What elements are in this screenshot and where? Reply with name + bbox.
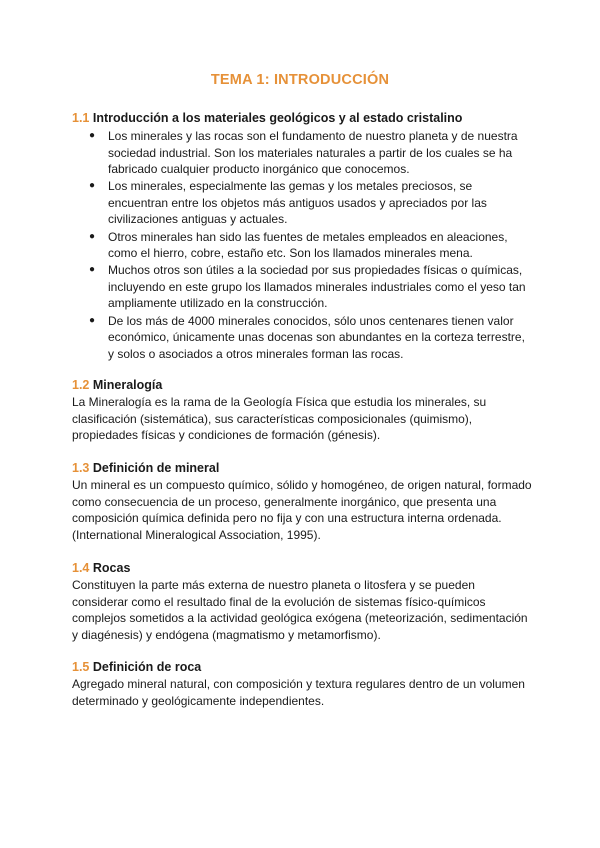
list-item (72, 262, 532, 312)
section-text: Constituyen la parte más externa de nuestro planeta o litosfera y se pueden considerar como el resultado final de la evolución de sistemas físico-químicos complejos sometidos a la actividad geológica exógena (meteorización, sedimentación y diagénesis) y endógena (magmatismo y metamorfismo). (72, 578, 528, 642)
list-item-text: De los más de 4000 minerales conocidos, sólo unos centenares tienen valor económico, únicamente unas docenas son abundantes en la corteza terrestre, y solos o asociados a otros minerales forman las rocas. (108, 313, 525, 361)
list-item (72, 229, 532, 262)
bullet-icon: ● (89, 130, 96, 141)
section-heading (72, 460, 532, 476)
section-title: Introducción a los materiales geológicos y al estado cristalino (92, 111, 463, 125)
section-number: 1.1 (72, 111, 90, 125)
section-title: Mineralogía (92, 378, 163, 392)
list-item (72, 313, 532, 363)
section-text: La Mineralogía es la rama de la Geología Física que estudia los minerales, su clasificación (sistemática), sus características composicionales (quimismo), propiedades físicas y condiciones de formación (génesis). (72, 395, 487, 443)
list-item-text: Otros minerales han sido las fuentes de metales empleados en aleaciones, como el hierro, cobre, estaño etc. Son los llamados minerales mena. (108, 229, 508, 261)
section-title: Definición de roca (92, 660, 202, 674)
section-1-5 (72, 659, 532, 709)
page-title: TEMA 1: INTRODUCCIÓN (210, 72, 390, 88)
section-number: 1.4 (72, 561, 90, 575)
list-item (72, 128, 532, 178)
bullet-icon: ● (89, 180, 96, 192)
section-number: 1.3 (72, 461, 90, 475)
section-heading (72, 560, 532, 576)
section-number: 1.2 (72, 378, 90, 392)
section-1-3 (72, 460, 532, 543)
section-heading (72, 377, 532, 393)
section-1-4 (72, 560, 532, 643)
section-text: Un mineral es un compuesto químico, sólido y homogéneo, de origen natural, formado como consecuencia de un proceso, generalmente inorgánico, que presenta una composición química definida pero no fija y con una estructura interna ordenada. (International Mineralogical Association, 1995). (72, 478, 532, 542)
section-title: Rocas (92, 561, 131, 575)
section-text: Agregado mineral natural, con composición y textura regulares dentro de un volumen determinado y geológicamente independientes. (72, 677, 525, 708)
section-title: Definición de mineral (92, 461, 220, 475)
section-1-1 (72, 110, 532, 363)
section-heading (72, 659, 532, 675)
list-item (72, 178, 532, 228)
list-item-text: Muchos otros son útiles a la sociedad por sus propiedades físicas o químicas, incluyendo en este grupo los llamados minerales industriales como el yeso tan ampliamente utilizado en la construcción. (108, 263, 526, 311)
bullet-icon: ● (89, 314, 96, 326)
section-heading (72, 110, 532, 126)
bullet-icon: ● (89, 230, 96, 242)
section-number: 1.5 (72, 660, 90, 674)
list-item-text: Los minerales, especialmente las gemas y los metales preciosos, se encuentran entre los objetos más antiguos usados y apreciados por las civilizaciones antiguas y actuales. (108, 179, 487, 227)
bullet-list (72, 128, 532, 362)
bullet-icon: ● (89, 264, 96, 276)
section-1-2 (72, 377, 532, 444)
list-item-text: Los minerales y las rocas son el fundamento de nuestro planeta y de nuestra sociedad industrial. Son los materiales naturales a partir de los cuales se ha fabricado cualquier producto inorgánico que conocemos. (108, 129, 518, 177)
